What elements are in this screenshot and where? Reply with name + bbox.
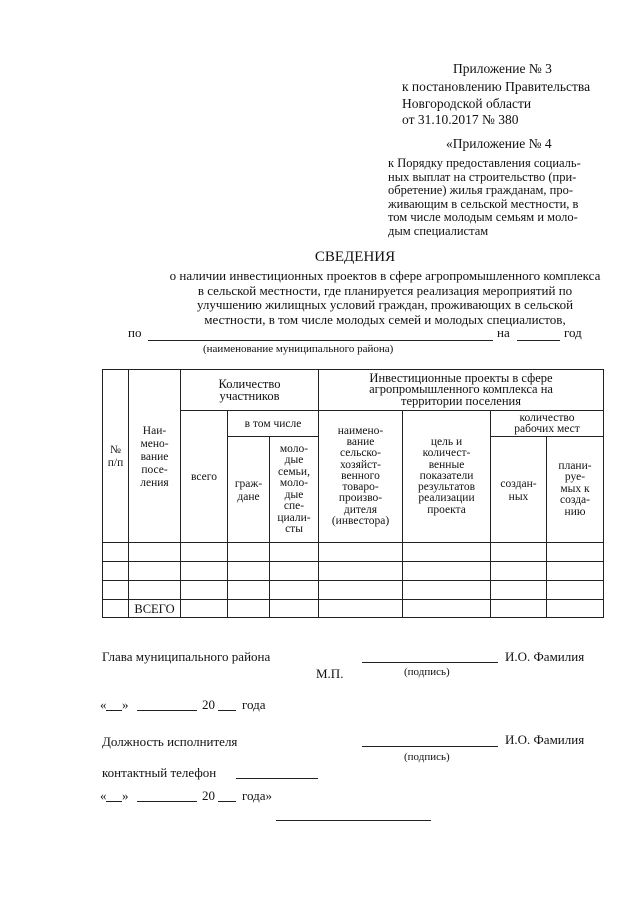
date-close-quote: » xyxy=(122,697,129,712)
month-field[interactable] xyxy=(137,801,197,802)
table-row xyxy=(103,543,604,562)
year-field[interactable] xyxy=(517,340,560,341)
date-open-quote: « xyxy=(100,697,107,712)
year-prefix: 20 xyxy=(202,697,215,712)
head-fio: И.О. Фамилия xyxy=(505,649,585,664)
year-suffix-field[interactable] xyxy=(218,801,236,802)
header-total: всего xyxy=(181,411,228,543)
year-suffix-field[interactable] xyxy=(218,710,236,711)
document-heading: СВЕДЕНИЯ xyxy=(314,249,396,265)
total-row xyxy=(103,600,604,618)
day-field[interactable] xyxy=(106,801,122,802)
header-citizens: граж- дане xyxy=(228,437,270,543)
table-row xyxy=(103,581,604,600)
head-signature-field[interactable] xyxy=(362,662,498,663)
appendix-paragraph-line: ных выплат на строительство (при- xyxy=(388,169,577,184)
appendix-paragraph-line: том числе молодым семьям и моло- xyxy=(388,210,578,224)
signature-caption: (подпись) xyxy=(404,666,450,678)
phone-label: контактный телефон xyxy=(102,765,217,780)
appendix-paragraph-line: дым специалистам xyxy=(388,223,489,238)
header-investor: наимено- вание сельско- хозяйст- венного товаро- произво- дителя (инвестора) xyxy=(319,411,403,543)
executor-fio: И.О. Фамилия xyxy=(505,732,585,747)
appendix-region: Новгородской области xyxy=(402,96,532,111)
month-field[interactable] xyxy=(137,710,197,711)
header-created: создан- ных xyxy=(491,437,547,543)
stamp-label: М.П. xyxy=(316,666,344,681)
header-goal: цель и количест- венные показатели результатов реализации проекта xyxy=(403,411,491,543)
na-label: на xyxy=(497,325,510,340)
document-subtitle xyxy=(60,269,640,327)
signature-caption: (подпись) xyxy=(404,751,450,763)
district-field[interactable] xyxy=(148,340,493,341)
appendix-paragraph-line: обретение) жилья гражданам, про- xyxy=(388,183,573,197)
phone-field[interactable] xyxy=(236,778,318,779)
table-row xyxy=(103,562,604,581)
goda-label: года xyxy=(242,697,266,712)
date-open-quote: « xyxy=(100,788,107,803)
appendix-paragraph-line: к Порядку предоставления социаль- xyxy=(388,156,581,170)
header-participants: Количество участников xyxy=(181,370,319,411)
appendix-paragraph xyxy=(388,157,581,238)
po-label: по xyxy=(128,325,142,340)
header-number: № п/п xyxy=(103,370,129,543)
appendix-resolution: к постановлению Правительства xyxy=(402,79,591,94)
executor-position: Должность исполнителя xyxy=(102,734,238,749)
year-prefix: 20 xyxy=(202,788,215,803)
district-caption: (наименование муниципального района) xyxy=(203,343,394,355)
goda-label: года» xyxy=(242,788,273,803)
header-planned: плани- руе- мых к созда- нию xyxy=(547,437,604,543)
projects-table xyxy=(102,369,604,618)
appendix-paragraph-line: живающим в сельской местности, в xyxy=(388,196,579,211)
total-label: ВСЕГО xyxy=(129,600,181,618)
header-projects: Инвестиционные проекты в сфере агропромышленного комплекса на территории поселения xyxy=(319,370,604,411)
header-jobs: количество рабочих мест xyxy=(491,411,604,437)
header-settlement: Наи- мено- вание посе- ления xyxy=(129,370,181,543)
subtitle-line: о наличии инвестиционных проектов в сфере агропромышленного комплекса xyxy=(169,268,601,283)
subtitle-line: улучшению жилищных условий граждан, проживающих в сельской xyxy=(196,297,574,312)
god-label: год xyxy=(564,325,582,340)
closing-divider xyxy=(276,820,431,821)
subtitle-line: в сельской местности, где планируется реализация мероприятий по xyxy=(197,282,573,298)
appendix-sub-number: «Приложение № 4 xyxy=(446,136,552,151)
appendix-date: от 31.10.2017 № 380 xyxy=(402,112,519,127)
day-field[interactable] xyxy=(106,710,122,711)
executor-signature-field[interactable] xyxy=(362,746,498,747)
head-title: Глава муниципального района xyxy=(102,649,271,664)
subtitle-line: местности, в том числе молодых семей и молодых специалистов, xyxy=(204,311,566,327)
header-young: моло- дые семьи, моло- дые спе- циали- сты xyxy=(270,437,319,543)
appendix-number: Приложение № 3 xyxy=(453,61,552,76)
date-close-quote: » xyxy=(122,788,129,803)
header-including: в том числе xyxy=(228,411,319,437)
